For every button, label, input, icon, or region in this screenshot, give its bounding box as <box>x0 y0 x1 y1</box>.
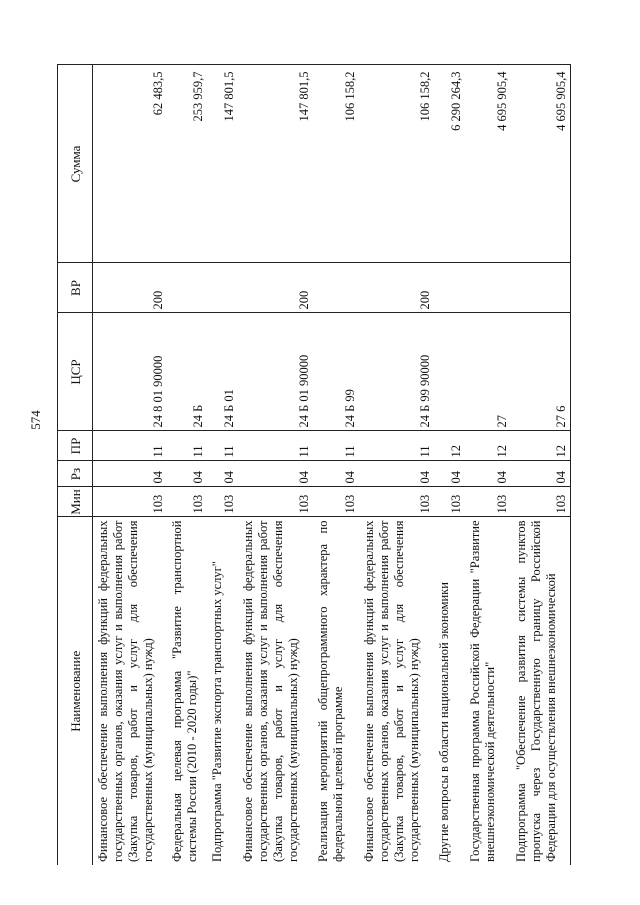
row-csr <box>434 313 465 431</box>
row-name: Другие вопросы в области национальной экономики <box>434 517 465 865</box>
budget-table-rotated <box>57 65 592 865</box>
table-row <box>313 65 359 865</box>
row-rz: 04 <box>511 461 571 487</box>
row-vr <box>207 263 238 313</box>
header-csr: ЦСР <box>58 313 93 431</box>
table-row <box>167 65 207 865</box>
row-sum: 106 158,2 <box>313 65 359 263</box>
header-sum: Сумма <box>58 65 93 263</box>
row-rz: 04 <box>167 461 207 487</box>
row-pr: 11 <box>313 431 359 461</box>
row-name: Финансовое обеспечение выполнения функций федеральных государственных органов, оказания услуг и выполнения работ (Закупка товаров, работ и услуг для обеспечения государственных (муниципальных) нужд) <box>359 517 434 865</box>
row-pr: 12 <box>434 431 465 461</box>
row-pr: 11 <box>207 431 238 461</box>
row-csr: 24 Б <box>167 313 207 431</box>
header-pr: ПР <box>58 431 93 461</box>
row-rz: 04 <box>359 461 434 487</box>
page-number: 574 <box>28 410 43 430</box>
row-sum: 147 801,5 <box>207 65 238 263</box>
row-sum: 62 483,5 <box>93 65 167 263</box>
header-min: Мин <box>58 487 93 517</box>
row-csr: 24 Б 01 90000 <box>238 313 313 431</box>
row-pr: 12 <box>465 431 511 461</box>
row-pr: 11 <box>93 431 167 461</box>
row-rz: 04 <box>238 461 313 487</box>
row-name: Реализация мероприятий общепрограммного характера по федеральной целевой программе <box>313 517 359 865</box>
table-row <box>434 65 465 865</box>
row-name: Федеральная целевая программа "Развитие транспортной системы России (2010 - 2020 годы)" <box>167 517 207 865</box>
row-name: Финансовое обеспечение выполнения функций федеральных государственных органов, оказания услуг и выполнения работ (Закупка товаров, работ и услуг для обеспечения государственных (муниципальных) нужд) <box>238 517 313 865</box>
row-name: Финансовое обеспечение выполнения функций федеральных государственных органов, оказания услуг и выполнения работ (Закупка товаров, работ и услуг для обеспечения государственных (муниципальных) нужд) <box>93 517 167 865</box>
row-vr: 200 <box>359 263 434 313</box>
table-row <box>359 65 434 865</box>
table-row <box>207 65 238 865</box>
header-rz: Рз <box>58 461 93 487</box>
row-vr <box>434 263 465 313</box>
row-vr <box>465 263 511 313</box>
row-pr: 11 <box>238 431 313 461</box>
row-vr: 200 <box>93 263 167 313</box>
row-min: 103 <box>511 487 571 517</box>
row-csr: 27 <box>465 313 511 431</box>
row-pr: 11 <box>359 431 434 461</box>
row-sum: 6 290 264,3 <box>434 65 465 263</box>
row-min: 103 <box>207 487 238 517</box>
row-min: 103 <box>167 487 207 517</box>
header-vr: ВР <box>58 263 93 313</box>
row-vr: 200 <box>238 263 313 313</box>
row-csr: 24 Б 99 90000 <box>359 313 434 431</box>
table-row <box>465 65 511 865</box>
row-sum: 106 158,2 <box>359 65 434 263</box>
budget-table <box>57 65 571 866</box>
row-pr: 12 <box>511 431 571 461</box>
row-vr <box>511 263 571 313</box>
row-rz: 04 <box>93 461 167 487</box>
row-min: 103 <box>313 487 359 517</box>
row-csr: 27 6 <box>511 313 571 431</box>
row-name: Подпрограмма "Обеспечение развития системы пунктов пропуска через Государственную границу Российской Федерации для осуществления внешнеэкономической <box>511 517 571 865</box>
table-header-row <box>58 65 93 865</box>
row-sum: 4 695 905,4 <box>465 65 511 263</box>
row-rz: 04 <box>434 461 465 487</box>
row-sum: 253 959,7 <box>167 65 207 263</box>
row-vr <box>167 263 207 313</box>
row-rz: 04 <box>465 461 511 487</box>
row-min: 103 <box>93 487 167 517</box>
row-min: 103 <box>434 487 465 517</box>
header-name: Наименование <box>58 517 93 865</box>
row-name: Государственная программа Российской Федерации "Развитие внешнеэкономической деятельности" <box>465 517 511 865</box>
row-sum: 147 801,5 <box>238 65 313 263</box>
table-row <box>511 65 571 865</box>
row-min: 103 <box>238 487 313 517</box>
row-pr: 11 <box>167 431 207 461</box>
row-sum: 4 695 905,4 <box>511 65 571 263</box>
row-vr <box>313 263 359 313</box>
row-rz: 04 <box>207 461 238 487</box>
row-name: Подпрограмма "Развитие экспорта транспортных услуг" <box>207 517 238 865</box>
table-row <box>238 65 313 865</box>
row-csr: 24 Б 99 <box>313 313 359 431</box>
row-rz: 04 <box>313 461 359 487</box>
row-csr: 24 Б 01 <box>207 313 238 431</box>
row-min: 103 <box>465 487 511 517</box>
row-csr: 24 8 01 90000 <box>93 313 167 431</box>
table-row <box>93 65 167 865</box>
row-min: 103 <box>359 487 434 517</box>
